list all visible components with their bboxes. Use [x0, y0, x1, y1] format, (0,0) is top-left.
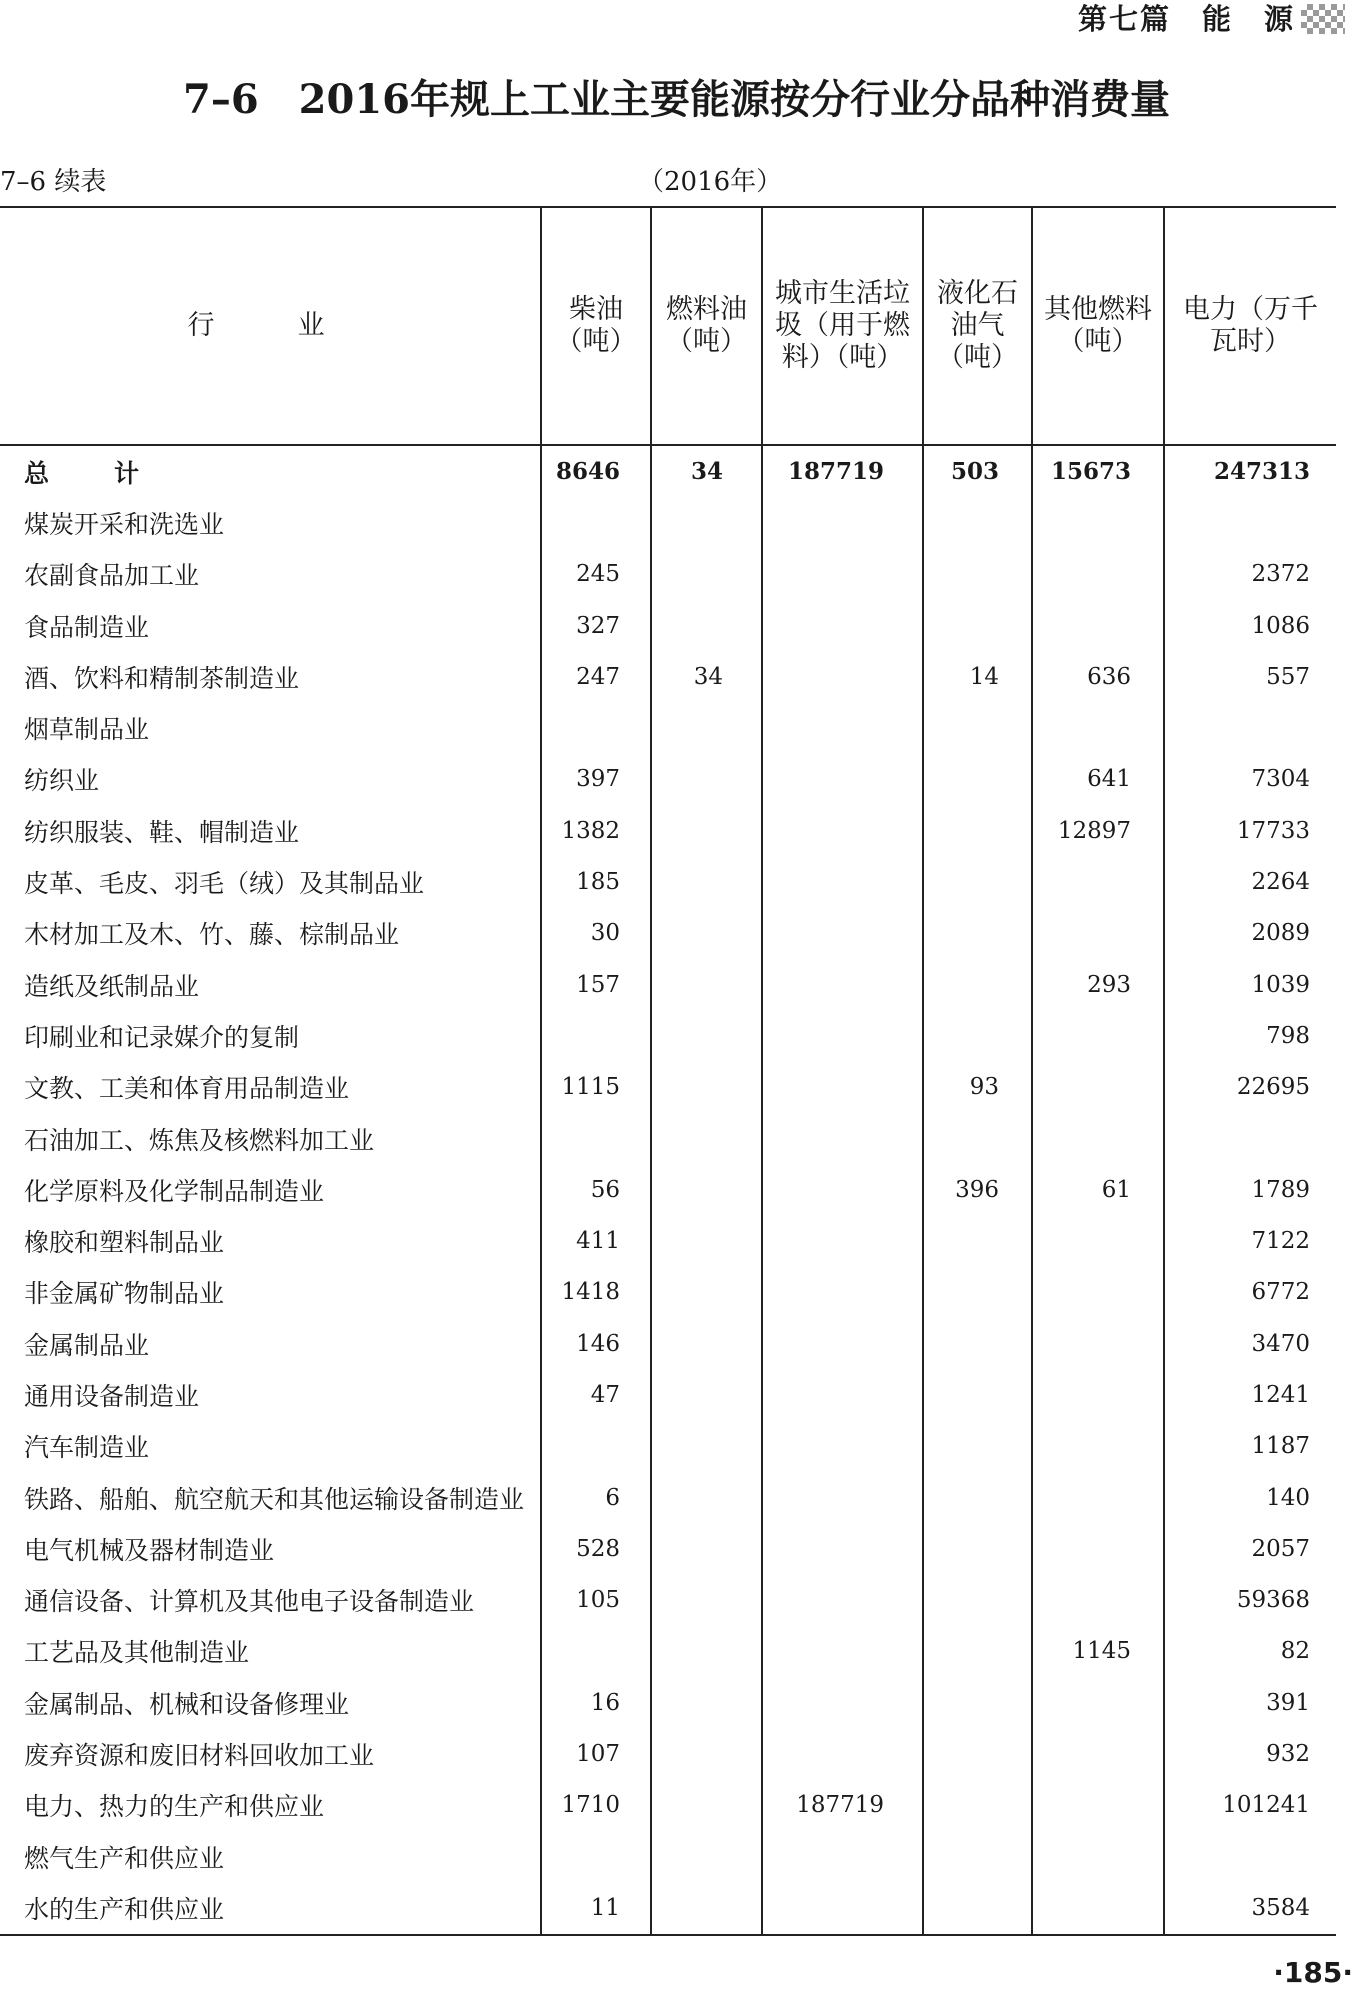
lpg-cell: 396 — [923, 1164, 1032, 1215]
other-fuel-cell: 641 — [1032, 754, 1164, 805]
lpg-cell — [923, 1369, 1032, 1420]
fuel-oil-cell — [651, 805, 762, 856]
other-fuel-cell — [1032, 1267, 1164, 1318]
other-fuel-cell: 61 — [1032, 1164, 1164, 1215]
table-row — [0, 1626, 1336, 1677]
column-header-other-fuel: 其他燃料（吨） — [1032, 207, 1164, 445]
table-row — [0, 1421, 1336, 1472]
table-row — [0, 497, 1336, 548]
other-fuel-cell — [1032, 1677, 1164, 1728]
column-header-lpg: 液化石油气（吨） — [923, 207, 1032, 445]
municipal-waste-cell — [762, 1010, 923, 1061]
municipal-waste-cell — [762, 497, 923, 548]
municipal-waste-cell: 187719 — [762, 1780, 923, 1831]
table-row — [0, 805, 1336, 856]
lpg-cell — [923, 1523, 1032, 1574]
diesel-cell: 8646 — [541, 445, 651, 497]
other-fuel-cell — [1032, 1575, 1164, 1626]
municipal-waste-cell — [762, 1421, 923, 1472]
municipal-waste-cell — [762, 856, 923, 907]
other-fuel-cell — [1032, 702, 1164, 753]
municipal-waste-cell — [762, 549, 923, 600]
fuel-oil-cell — [651, 1369, 762, 1420]
other-fuel-cell: 15673 — [1032, 445, 1164, 497]
table-row — [0, 1062, 1336, 1113]
other-fuel-cell — [1032, 1421, 1164, 1472]
fuel-oil-cell — [651, 1523, 762, 1574]
table-row — [0, 1318, 1336, 1369]
other-fuel-cell — [1032, 856, 1164, 907]
municipal-waste-cell — [762, 600, 923, 651]
electricity-cell: 6772 — [1164, 1267, 1336, 1318]
diesel-cell: 1710 — [541, 1780, 651, 1831]
page-number: ·185· — [1273, 1956, 1353, 1989]
electricity-cell: 22695 — [1164, 1062, 1336, 1113]
other-fuel-cell: 12897 — [1032, 805, 1164, 856]
industry-cell: 铁路、船舶、航空航天和其他运输设备制造业 — [24, 1484, 525, 1514]
diesel-cell: 185 — [541, 856, 651, 907]
lpg-cell — [923, 856, 1032, 907]
industry-cell: 文教、工美和体育用品制造业 — [24, 1074, 350, 1104]
lpg-cell — [923, 754, 1032, 805]
lpg-cell — [923, 497, 1032, 548]
other-fuel-cell — [1032, 908, 1164, 959]
electricity-cell: 2264 — [1164, 856, 1336, 907]
electricity-cell: 2089 — [1164, 908, 1336, 959]
industry-cell: 电气机械及器材制造业 — [24, 1535, 275, 1565]
diesel-cell — [541, 1421, 651, 1472]
fuel-oil-cell — [651, 600, 762, 651]
industry-cell: 农副食品加工业 — [24, 561, 200, 591]
diesel-cell: 327 — [541, 600, 651, 651]
fuel-oil-cell — [651, 1831, 762, 1882]
electricity-cell: 2057 — [1164, 1523, 1336, 1574]
other-fuel-cell — [1032, 1113, 1164, 1164]
diesel-cell: 1115 — [541, 1062, 651, 1113]
municipal-waste-cell — [762, 651, 923, 702]
table-row — [0, 1677, 1336, 1728]
lpg-cell — [923, 1215, 1032, 1266]
municipal-waste-cell — [762, 754, 923, 805]
industry-cell: 通用设备制造业 — [24, 1381, 200, 1411]
municipal-waste-cell — [762, 1728, 923, 1779]
fuel-oil-cell — [651, 1728, 762, 1779]
industry-cell: 石油加工、炼焦及核燃料加工业 — [24, 1125, 375, 1155]
fuel-oil-cell — [651, 1575, 762, 1626]
industry-cell: 非金属矿物制品业 — [24, 1279, 225, 1309]
industry-cell: 皮革、毛皮、羽毛（绒）及其制品业 — [24, 869, 425, 899]
fuel-oil-cell: 34 — [651, 445, 762, 497]
electricity-cell: 932 — [1164, 1728, 1336, 1779]
fuel-oil-cell — [651, 1421, 762, 1472]
lpg-cell — [923, 549, 1032, 600]
diesel-cell: 105 — [541, 1575, 651, 1626]
fuel-oil-cell — [651, 497, 762, 548]
electricity-cell — [1164, 1831, 1336, 1882]
lpg-cell — [923, 1728, 1032, 1779]
fuel-oil-cell — [651, 702, 762, 753]
lpg-cell: 14 — [923, 651, 1032, 702]
municipal-waste-cell — [762, 702, 923, 753]
table-row — [0, 1215, 1336, 1266]
municipal-waste-cell — [762, 1626, 923, 1677]
municipal-waste-cell — [762, 1062, 923, 1113]
lpg-cell: 503 — [923, 445, 1032, 497]
fuel-oil-cell — [651, 754, 762, 805]
table-year-label: （2016年） — [638, 167, 783, 197]
column-header-industry: 行 业 — [0, 207, 541, 445]
diesel-cell — [541, 497, 651, 548]
diesel-cell: 30 — [541, 908, 651, 959]
electricity-cell: 140 — [1164, 1472, 1336, 1523]
municipal-waste-cell — [762, 805, 923, 856]
other-fuel-cell: 636 — [1032, 651, 1164, 702]
electricity-cell: 3470 — [1164, 1318, 1336, 1369]
industry-cell: 煤炭开采和洗选业 — [24, 509, 225, 539]
lpg-cell — [923, 805, 1032, 856]
industry-cell: 烟草制品业 — [24, 715, 150, 745]
industry-cell: 橡胶和塑料制品业 — [24, 1228, 225, 1258]
table-row — [0, 549, 1336, 600]
municipal-waste-cell — [762, 1523, 923, 1574]
table-row — [0, 1882, 1336, 1934]
diesel-cell — [541, 1010, 651, 1061]
table-row — [0, 651, 1336, 702]
column-header-fuel-oil: 燃料油（吨） — [651, 207, 762, 445]
diesel-cell: 107 — [541, 1728, 651, 1779]
industry-cell: 汽车制造业 — [24, 1433, 150, 1463]
other-fuel-cell — [1032, 1369, 1164, 1420]
table-row — [0, 1164, 1336, 1215]
fuel-oil-cell — [651, 1882, 762, 1934]
table-row — [0, 1575, 1336, 1626]
other-fuel-cell — [1032, 1523, 1164, 1574]
other-fuel-cell — [1032, 497, 1164, 548]
total-row — [0, 445, 1336, 497]
electricity-cell: 1187 — [1164, 1421, 1336, 1472]
municipal-waste-cell — [762, 1575, 923, 1626]
industry-cell: 金属制品、机械和设备修理业 — [24, 1689, 350, 1719]
municipal-waste-cell — [762, 1831, 923, 1882]
table-row — [0, 1472, 1336, 1523]
municipal-waste-cell — [762, 1369, 923, 1420]
diesel-cell: 411 — [541, 1215, 651, 1266]
diesel-cell: 56 — [541, 1164, 651, 1215]
diesel-cell: 16 — [541, 1677, 651, 1728]
other-fuel-cell — [1032, 1831, 1164, 1882]
municipal-waste-cell — [762, 1882, 923, 1934]
lpg-cell — [923, 1318, 1032, 1369]
industry-cell: 水的生产和供应业 — [0, 1882, 541, 1934]
column-header-diesel: 柴油（吨） — [541, 207, 651, 445]
other-fuel-cell — [1032, 600, 1164, 651]
diesel-cell: 528 — [541, 1523, 651, 1574]
fuel-oil-cell — [651, 1164, 762, 1215]
diesel-cell: 1382 — [541, 805, 651, 856]
column-header-electricity: 电力（万千瓦时） — [1164, 207, 1336, 445]
electricity-cell — [1164, 702, 1336, 753]
lpg-cell — [923, 1575, 1032, 1626]
electricity-cell: 2372 — [1164, 549, 1336, 600]
fuel-oil-cell — [651, 549, 762, 600]
industry-cell: 木材加工及木、竹、藤、棕制品业 — [24, 920, 400, 950]
fuel-oil-cell — [651, 856, 762, 907]
diesel-cell — [541, 1113, 651, 1164]
fuel-oil-cell — [651, 1626, 762, 1677]
electricity-cell: 82 — [1164, 1626, 1336, 1677]
industry-cell: 总 计 — [24, 458, 160, 488]
municipal-waste-cell: 187719 — [762, 445, 923, 497]
checker-pattern-decoration — [1301, 4, 1345, 34]
industry-cell: 金属制品业 — [24, 1330, 150, 1360]
municipal-waste-cell — [762, 1472, 923, 1523]
electricity-cell: 1789 — [1164, 1164, 1336, 1215]
municipal-waste-cell — [762, 1677, 923, 1728]
diesel-cell: 245 — [541, 549, 651, 600]
electricity-cell: 3584 — [1164, 1882, 1336, 1934]
table-row — [0, 1010, 1336, 1061]
diesel-cell: 47 — [541, 1369, 651, 1420]
electricity-cell: 247313 — [1164, 445, 1336, 497]
diesel-cell: 11 — [541, 1882, 651, 1934]
column-header-municipal-waste: 城市生活垃圾（用于燃料）（吨） — [762, 207, 923, 445]
lpg-cell: 93 — [923, 1062, 1032, 1113]
lpg-cell — [923, 1267, 1032, 1318]
electricity-cell: 101241 — [1164, 1780, 1336, 1831]
municipal-waste-cell — [762, 1267, 923, 1318]
lpg-cell — [923, 1882, 1032, 1934]
diesel-cell — [541, 1831, 651, 1882]
table-row — [0, 1523, 1336, 1574]
section-header: 第七篇 能 源 — [1077, 2, 1295, 36]
fuel-oil-cell — [651, 908, 762, 959]
table-row — [0, 702, 1336, 753]
lpg-cell — [923, 1626, 1032, 1677]
industry-cell: 废弃资源和废旧材料回收加工业 — [24, 1741, 375, 1771]
other-fuel-cell — [1032, 1215, 1164, 1266]
municipal-waste-cell — [762, 1318, 923, 1369]
lpg-cell — [923, 702, 1032, 753]
fuel-oil-cell — [651, 1677, 762, 1728]
electricity-cell: 7122 — [1164, 1215, 1336, 1266]
fuel-oil-cell — [651, 1318, 762, 1369]
diesel-cell — [541, 702, 651, 753]
diesel-cell: 247 — [541, 651, 651, 702]
diesel-cell — [541, 1626, 651, 1677]
lpg-cell — [923, 1831, 1032, 1882]
table-row — [0, 959, 1336, 1010]
diesel-cell: 1418 — [541, 1267, 651, 1318]
industry-cell: 燃气生产和供应业 — [24, 1843, 225, 1873]
table-row — [0, 908, 1336, 959]
fuel-oil-cell — [651, 959, 762, 1010]
other-fuel-cell — [1032, 549, 1164, 600]
table-header-row — [0, 207, 1336, 445]
table-row — [0, 1267, 1336, 1318]
municipal-waste-cell — [762, 1215, 923, 1266]
electricity-cell — [1164, 1113, 1336, 1164]
fuel-oil-cell — [651, 1062, 762, 1113]
municipal-waste-cell — [762, 959, 923, 1010]
other-fuel-cell — [1032, 1780, 1164, 1831]
electricity-cell: 798 — [1164, 1010, 1336, 1061]
diesel-cell: 146 — [541, 1318, 651, 1369]
industry-cell: 化学原料及化学制品制造业 — [24, 1176, 325, 1206]
table-continued-label: 7–6 续表 — [0, 167, 107, 197]
industry-cell: 造纸及纸制品业 — [24, 971, 200, 1001]
fuel-oil-cell — [651, 1010, 762, 1061]
industry-cell: 通信设备、计算机及其他电子设备制造业 — [24, 1587, 475, 1617]
electricity-cell: 391 — [1164, 1677, 1336, 1728]
other-fuel-cell — [1032, 1062, 1164, 1113]
table-row — [0, 1113, 1336, 1164]
diesel-cell: 397 — [541, 754, 651, 805]
industry-cell: 食品制造业 — [24, 612, 150, 642]
lpg-cell — [923, 1113, 1032, 1164]
industry-cell: 印刷业和记录媒介的复制 — [24, 1022, 300, 1052]
electricity-cell: 1086 — [1164, 600, 1336, 651]
other-fuel-cell: 1145 — [1032, 1626, 1164, 1677]
municipal-waste-cell — [762, 908, 923, 959]
table-row — [0, 856, 1336, 907]
diesel-cell: 157 — [541, 959, 651, 1010]
table-row — [0, 754, 1336, 805]
municipal-waste-cell — [762, 1113, 923, 1164]
industry-cell: 工艺品及其他制造业 — [24, 1638, 250, 1668]
lpg-cell — [923, 1472, 1032, 1523]
fuel-oil-cell — [651, 1267, 762, 1318]
table-row — [0, 1780, 1336, 1831]
lpg-cell — [923, 1780, 1032, 1831]
other-fuel-cell — [1032, 1318, 1164, 1369]
electricity-cell — [1164, 497, 1336, 548]
table-row — [0, 1728, 1336, 1779]
electricity-cell: 59368 — [1164, 1575, 1336, 1626]
lpg-cell — [923, 1421, 1032, 1472]
diesel-cell: 6 — [541, 1472, 651, 1523]
other-fuel-cell — [1032, 1010, 1164, 1061]
municipal-waste-cell — [762, 1164, 923, 1215]
other-fuel-cell — [1032, 1882, 1164, 1934]
fuel-oil-cell — [651, 1780, 762, 1831]
lpg-cell — [923, 959, 1032, 1010]
electricity-cell: 1039 — [1164, 959, 1336, 1010]
other-fuel-cell — [1032, 1728, 1164, 1779]
table-row — [0, 600, 1336, 651]
fuel-oil-cell — [651, 1472, 762, 1523]
other-fuel-cell: 293 — [1032, 959, 1164, 1010]
other-fuel-cell — [1032, 1472, 1164, 1523]
fuel-oil-cell — [651, 1215, 762, 1266]
electricity-cell: 1241 — [1164, 1369, 1336, 1420]
table-row — [0, 1831, 1336, 1882]
electricity-cell: 7304 — [1164, 754, 1336, 805]
industry-cell: 纺织服装、鞋、帽制造业 — [24, 817, 300, 847]
lpg-cell — [923, 1677, 1032, 1728]
industry-cell: 电力、热力的生产和供应业 — [24, 1792, 325, 1822]
lpg-cell — [923, 1010, 1032, 1061]
industry-cell: 纺织业 — [24, 766, 100, 796]
page-title: 7–6 2016年规上工业主要能源按分行业分品种消费量 — [183, 76, 1170, 123]
industry-cell: 酒、饮料和精制茶制造业 — [24, 663, 300, 693]
fuel-oil-cell: 34 — [651, 651, 762, 702]
table-row — [0, 1369, 1336, 1420]
fuel-oil-cell — [651, 1113, 762, 1164]
electricity-cell: 17733 — [1164, 805, 1336, 856]
energy-consumption-table — [0, 206, 1336, 1936]
electricity-cell: 557 — [1164, 651, 1336, 702]
lpg-cell — [923, 908, 1032, 959]
lpg-cell — [923, 600, 1032, 651]
